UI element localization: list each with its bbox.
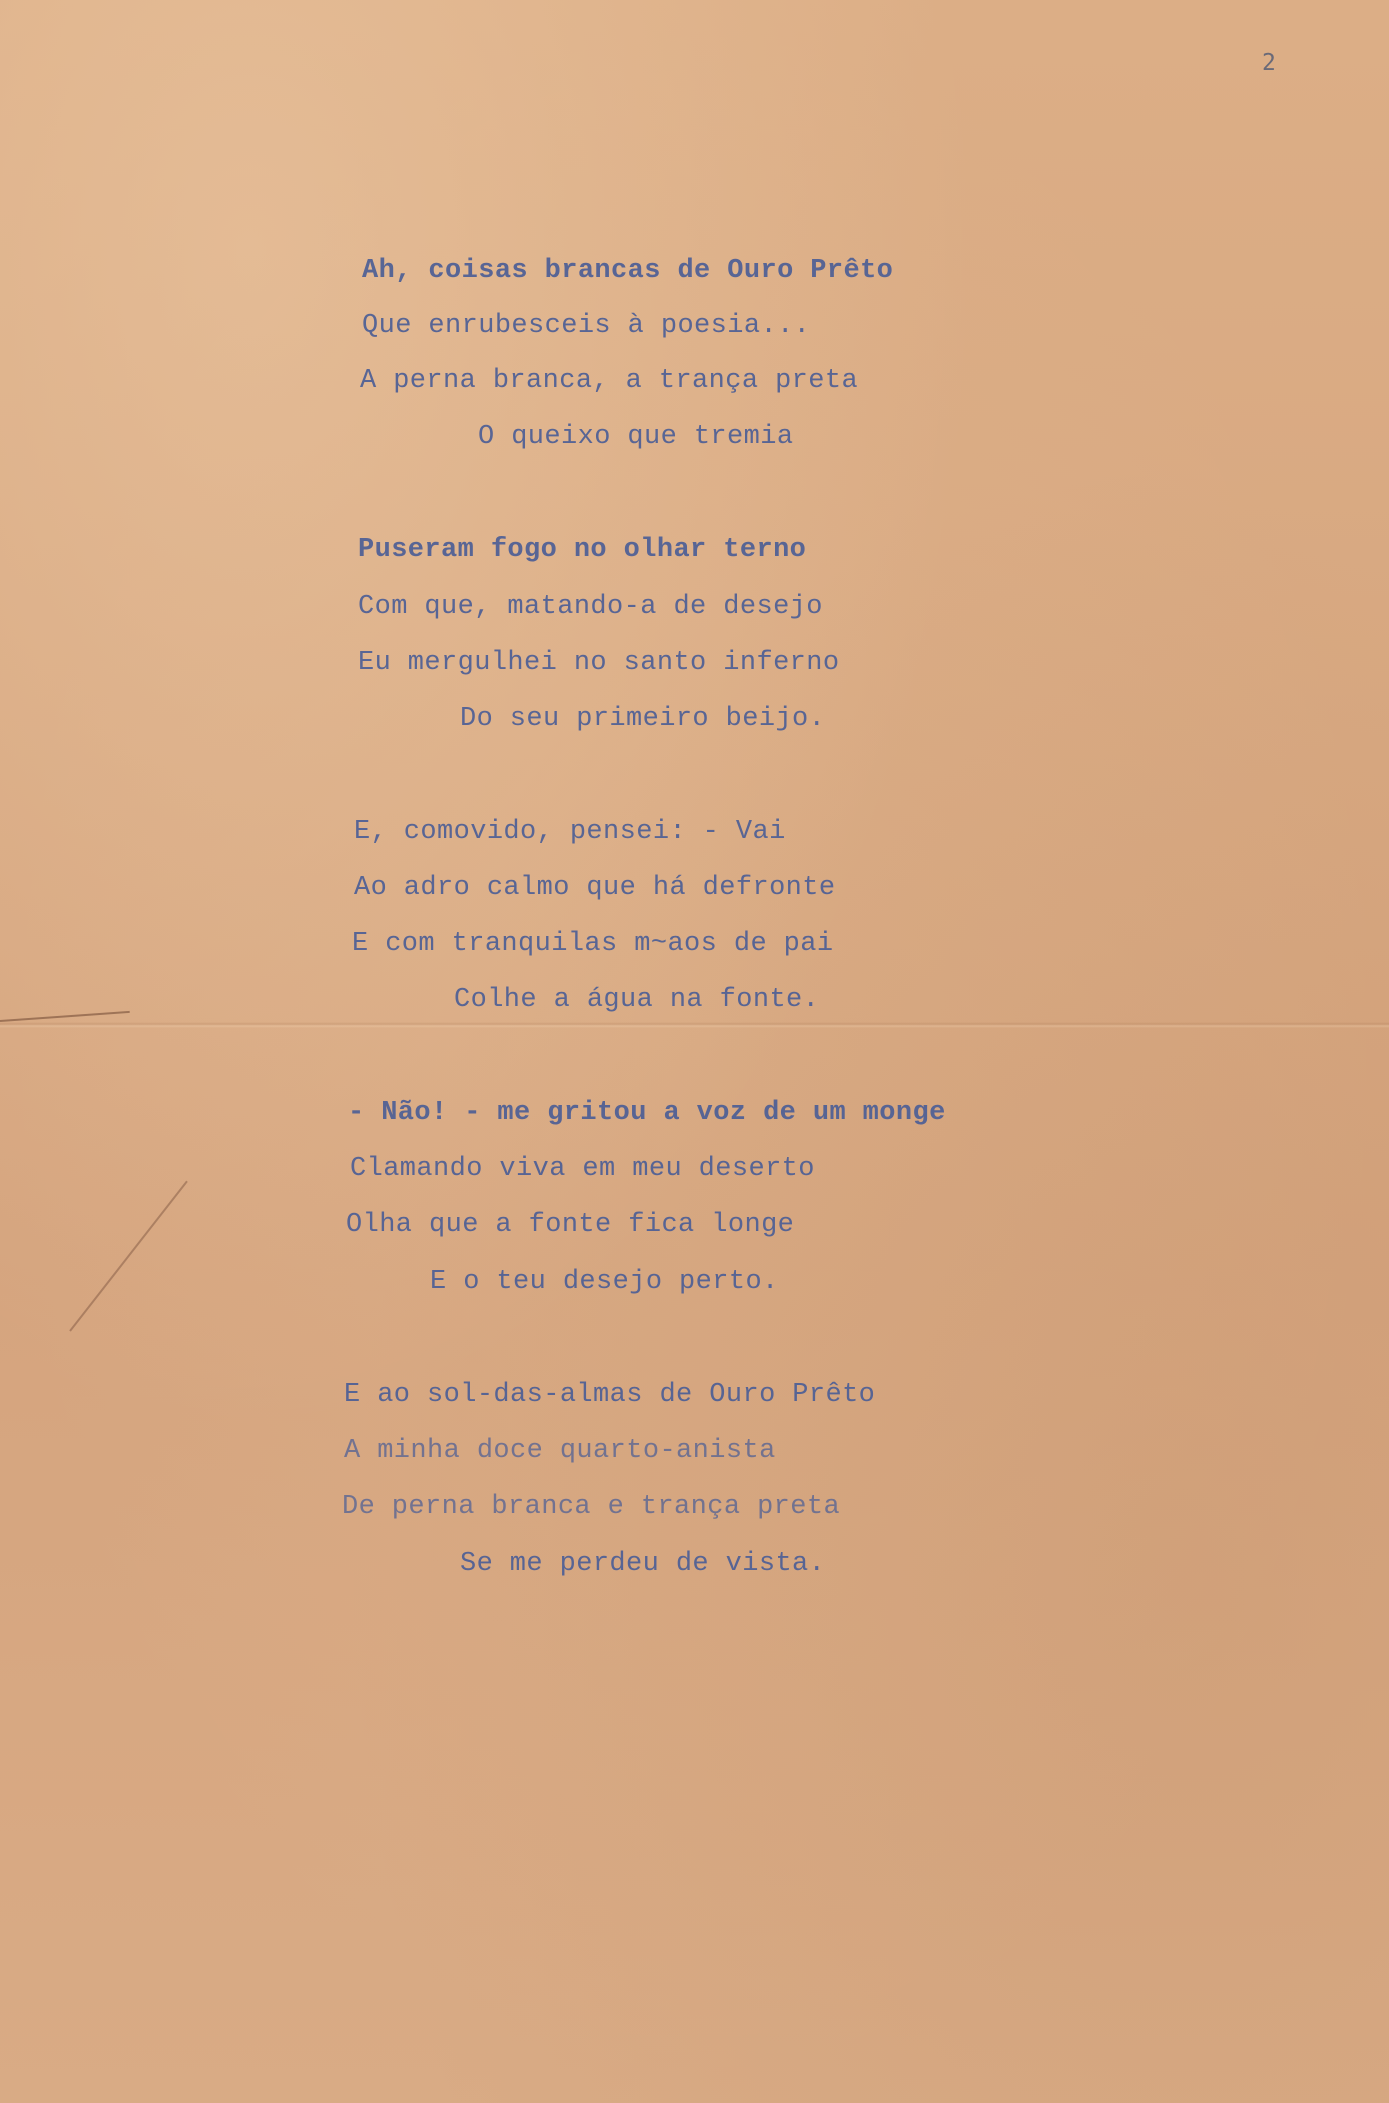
poem-line: O queixo que tremia xyxy=(478,422,794,452)
poem-line: A perna branca, a trança preta xyxy=(360,366,859,396)
poem-line: Eu mergulhei no santo inferno xyxy=(358,648,840,678)
poem-line: Colhe a água na fonte. xyxy=(454,985,820,1015)
poem-line: E ao sol-das-almas de Ouro Prêto xyxy=(344,1380,876,1410)
poem-line: Com que, matando-a de desejo xyxy=(358,592,823,622)
poem-line: E com tranquilas m~aos de pai xyxy=(352,929,834,959)
page-number: 2 xyxy=(1262,50,1276,76)
poem-line: E, comovido, pensei: - Vai xyxy=(354,817,786,847)
poem-line: De perna branca e trança preta xyxy=(342,1492,841,1522)
poem-line: Se me perdeu de vista. xyxy=(460,1549,826,1579)
poem-line: Do seu primeiro beijo. xyxy=(460,704,826,734)
poem-line: Que enrubesceis à poesia... xyxy=(362,311,811,341)
poem-line: A minha doce quarto-anista xyxy=(344,1436,776,1466)
poem-line: E o teu desejo perto. xyxy=(430,1267,779,1297)
poem-line: Ao adro calmo que há defronte xyxy=(354,873,836,903)
poem-line: - Não! - me gritou a voz de um monge xyxy=(348,1098,946,1128)
poem-line: Puseram fogo no olhar terno xyxy=(358,535,807,565)
poem-line: Olha que a fonte fica longe xyxy=(346,1210,795,1240)
poem-line: Clamando viva em meu deserto xyxy=(350,1154,815,1184)
poem-line: Ah, coisas brancas de Ouro Prêto xyxy=(362,256,894,286)
